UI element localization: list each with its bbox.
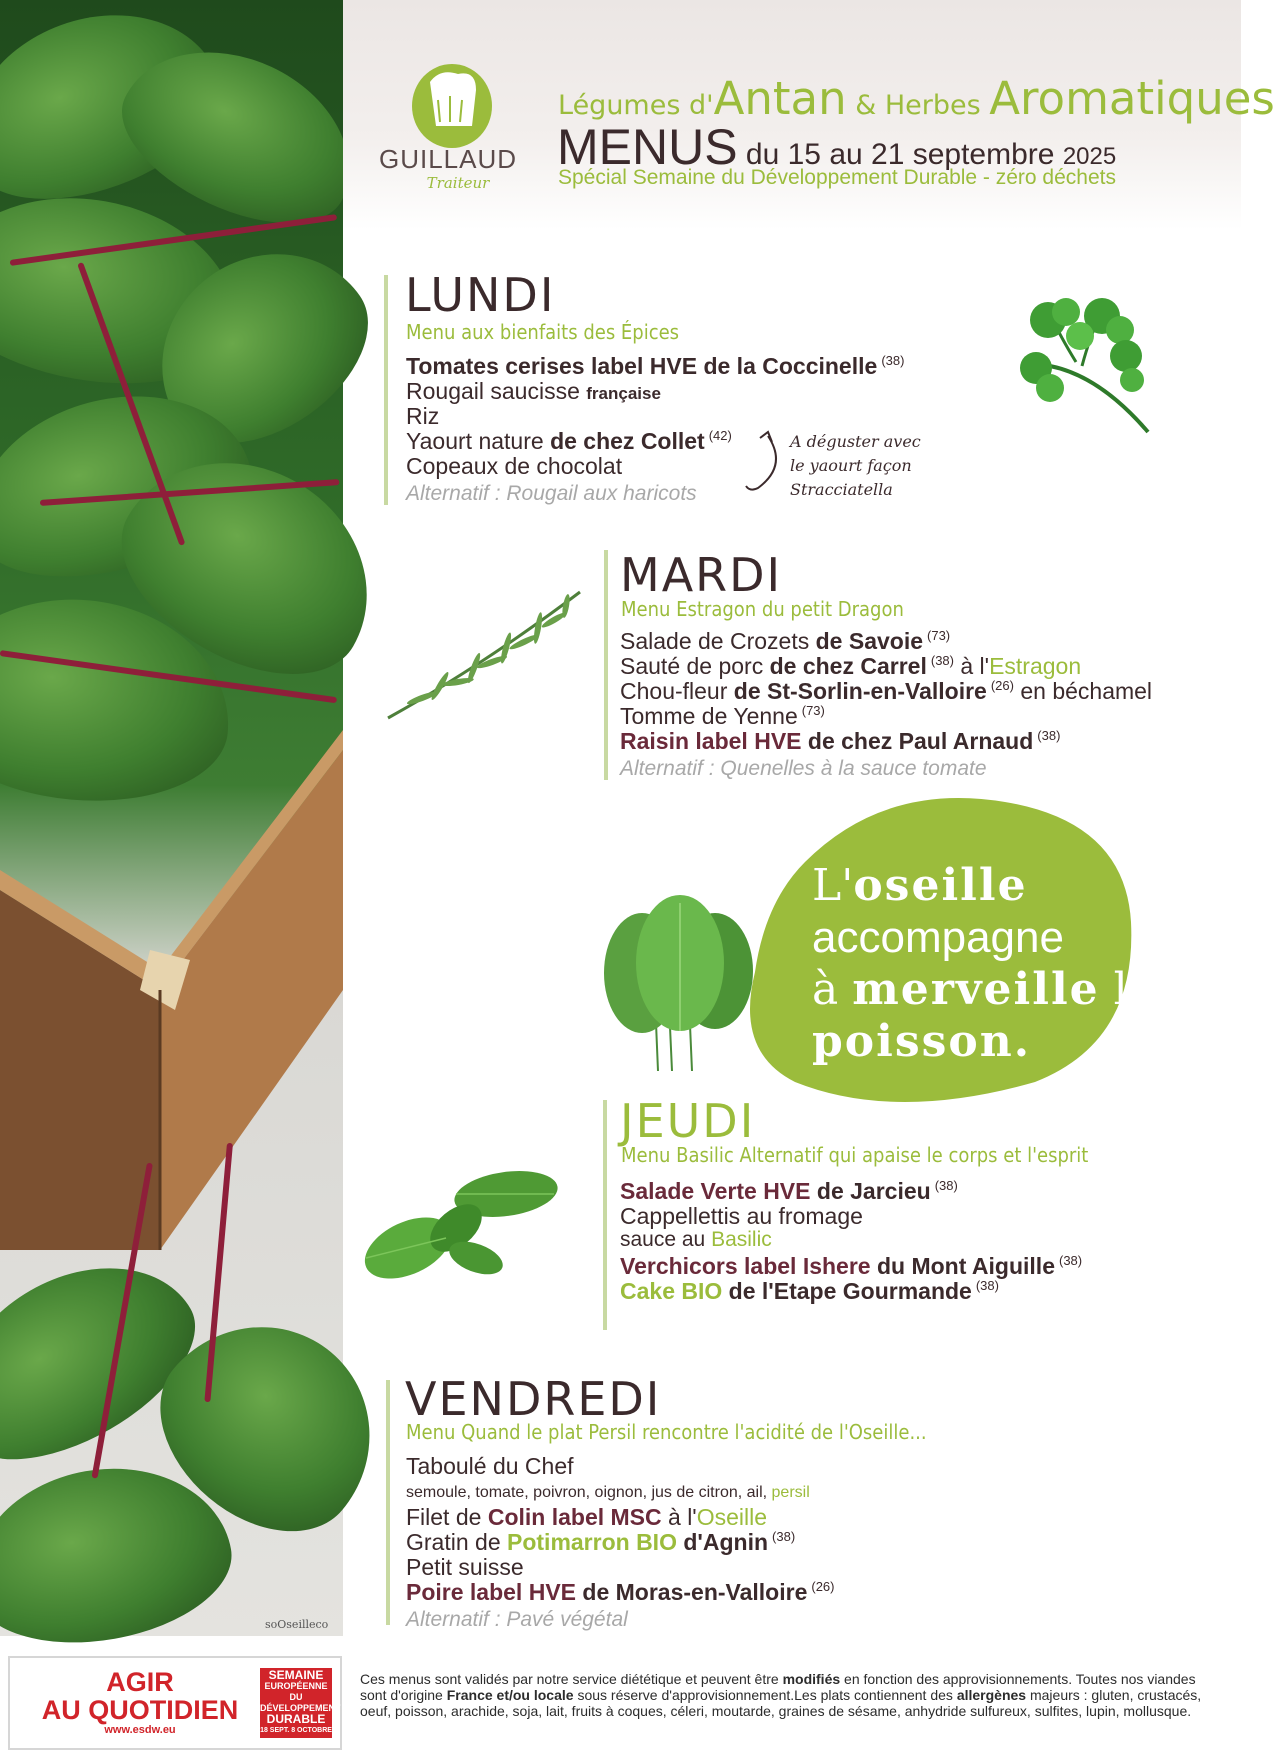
- theme-b-large: Aromatiques: [989, 72, 1275, 125]
- mardi-alternative: Alternatif : Quenelles à la sauce tomate: [620, 757, 987, 780]
- badge-au-quotidien: AU QUOTIDIEN: [41, 1695, 239, 1725]
- lundi-bar: [384, 275, 388, 505]
- oseille-callout-text: L'oseille accompagne à merveille le poisson.: [812, 860, 1154, 1067]
- jeudi-title: JEUDI: [620, 1094, 756, 1148]
- mardi-bar: [604, 550, 608, 780]
- photo-credit: soOseilleco: [265, 1618, 329, 1631]
- mardi-dish-4: Tomme de Yenne $^{(73)}$: [620, 703, 825, 729]
- mardi-dish-3: Chou-fleur de St-Sorlin-en-Valloire $^{(26)}$ en béchamel: [620, 678, 1153, 704]
- menu-subtitle: Spécial Semaine du Développement Durable - zéro déchets: [558, 166, 1116, 189]
- vendredi-dish-1: Taboulé du Chef: [406, 1453, 574, 1479]
- vendredi-title: VENDREDI: [405, 1372, 662, 1426]
- menu-year: 2025: [1062, 143, 1117, 170]
- theme-a-small: Légumes d': [558, 90, 714, 121]
- agir-au-quotidien-badge: [8, 1656, 342, 1750]
- legal-notice: Ces menus sont validés par notre service diététique et peuvent être modifiés en fonction des approvisionnements. Toutes nos viandes sont d'origine France et/ou locale sous réserve d'approvisionnement.Les plats contiennent des allergènes majeurs : gluten, crustacés, oeuf, poisson, arachide, soja, lait, fruits à coques, céleri, moutarde, graines de sésame, anhydride sulfureux, sulfites, lupin, mollusque.: [360, 1671, 1202, 1719]
- mardi-dish-1: Salade de Crozets de Savoie $^{(73)}$: [620, 628, 951, 654]
- jeudi-bar: [603, 1100, 607, 1330]
- mardi-title: MARDI: [620, 548, 783, 602]
- badge-agir: AGIR: [106, 1667, 174, 1697]
- jeudi-theme: Menu Basilic Alternatif qui apaise le corps et l'esprit: [621, 1143, 1089, 1167]
- lundi-dish-2: Rougail saucisse française: [406, 378, 661, 404]
- vendredi-bar: [386, 1380, 390, 1625]
- lundi-note: A déguster avec le yaourt façon Stracciatella: [790, 432, 921, 499]
- jeudi-dish-4: Verchicors label Ishere du Mont Aiguille $^{(38)}$: [620, 1253, 1083, 1279]
- jeudi-dish-1: Salade Verte HVE de Jarcieu $^{(38)}$: [620, 1178, 958, 1204]
- mardi-theme: Menu Estragon du petit Dragon: [621, 597, 904, 621]
- lundi-alternative: Alternatif : Rougail aux haricots: [406, 482, 697, 505]
- sorrel-leaves-icon: [600, 893, 760, 1073]
- jeudi-dish-5: Cake BIO de l'Etape Gourmande $^{(38)}$: [620, 1278, 999, 1304]
- lundi-dish-4: Yaourt nature de chez Collet $^{(42)}$: [406, 428, 732, 454]
- lundi-dish-1: Tomates cerises label HVE de la Coccinelle $^{(38)}$: [406, 353, 905, 379]
- vendredi-dish-3: Filet de Colin label MSC à l'Oseille: [406, 1504, 768, 1530]
- mardi-dish-5: Raisin label HVE de chez Paul Arnaud $^{(38)}$: [620, 728, 1061, 754]
- chard-photo: [0, 0, 343, 1636]
- vendredi-dish-5: Petit suisse: [406, 1554, 524, 1580]
- curved-arrow-icon: [744, 430, 794, 500]
- lundi-theme: Menu aux bienfaits des Épices: [406, 320, 680, 344]
- jeudi-dish-2: Cappellettis au fromage: [620, 1203, 863, 1229]
- jeudi-dish-3: sauce au Basilic: [620, 1228, 772, 1251]
- tarragon-icon: [382, 586, 587, 726]
- lundi-title: LUNDI: [405, 268, 556, 322]
- theme-b-small: & Herbes: [846, 90, 990, 121]
- menu-dates: du 15 au 21 septembre: [737, 138, 1063, 171]
- wooden-crate: [0, 690, 343, 1250]
- menus-word: MENUS: [557, 119, 738, 175]
- basil-icon: [356, 1158, 566, 1284]
- vendredi-dish-2: semoule, tomate, poivron, oignon, jus de citron, ail, persil: [406, 1484, 810, 1501]
- lundi-dish-5: Copeaux de chocolat: [406, 453, 623, 479]
- sedd-badge: SEMAINE EUROPÉENNE DU DÉVELOPPEMENT DURABLE 18 SEPT. 8 OCTOBRE: [260, 1668, 332, 1738]
- lundi-dish-3: Riz: [406, 403, 440, 429]
- parsley-icon: [1020, 296, 1170, 436]
- mardi-dish-2: Sauté de porc de chez Carrel $^{(38)}$ à l'Estragon: [620, 653, 1082, 679]
- vendredi-alternative: Alternatif : Pavé végétal: [406, 1608, 628, 1631]
- vendredi-dish-6: Poire label HVE de Moras-en-Valloire $^{(26)}$: [406, 1579, 835, 1605]
- vendredi-dish-4: Gratin de Potimarron BIO d'Agnin $^{(38)}$: [406, 1529, 796, 1555]
- svg-text:Traiteur: Traiteur: [426, 174, 490, 192]
- vendredi-theme: Menu Quand le plat Persil rencontre l'acidité de l'Oseille...: [406, 1420, 927, 1444]
- guillaud-logo: [380, 60, 520, 190]
- badge-url: www.esdw.eu: [104, 1724, 176, 1736]
- svg-text:GUILLAUD: GUILLAUD: [378, 144, 518, 174]
- theme-a-large: Antan: [713, 72, 847, 125]
